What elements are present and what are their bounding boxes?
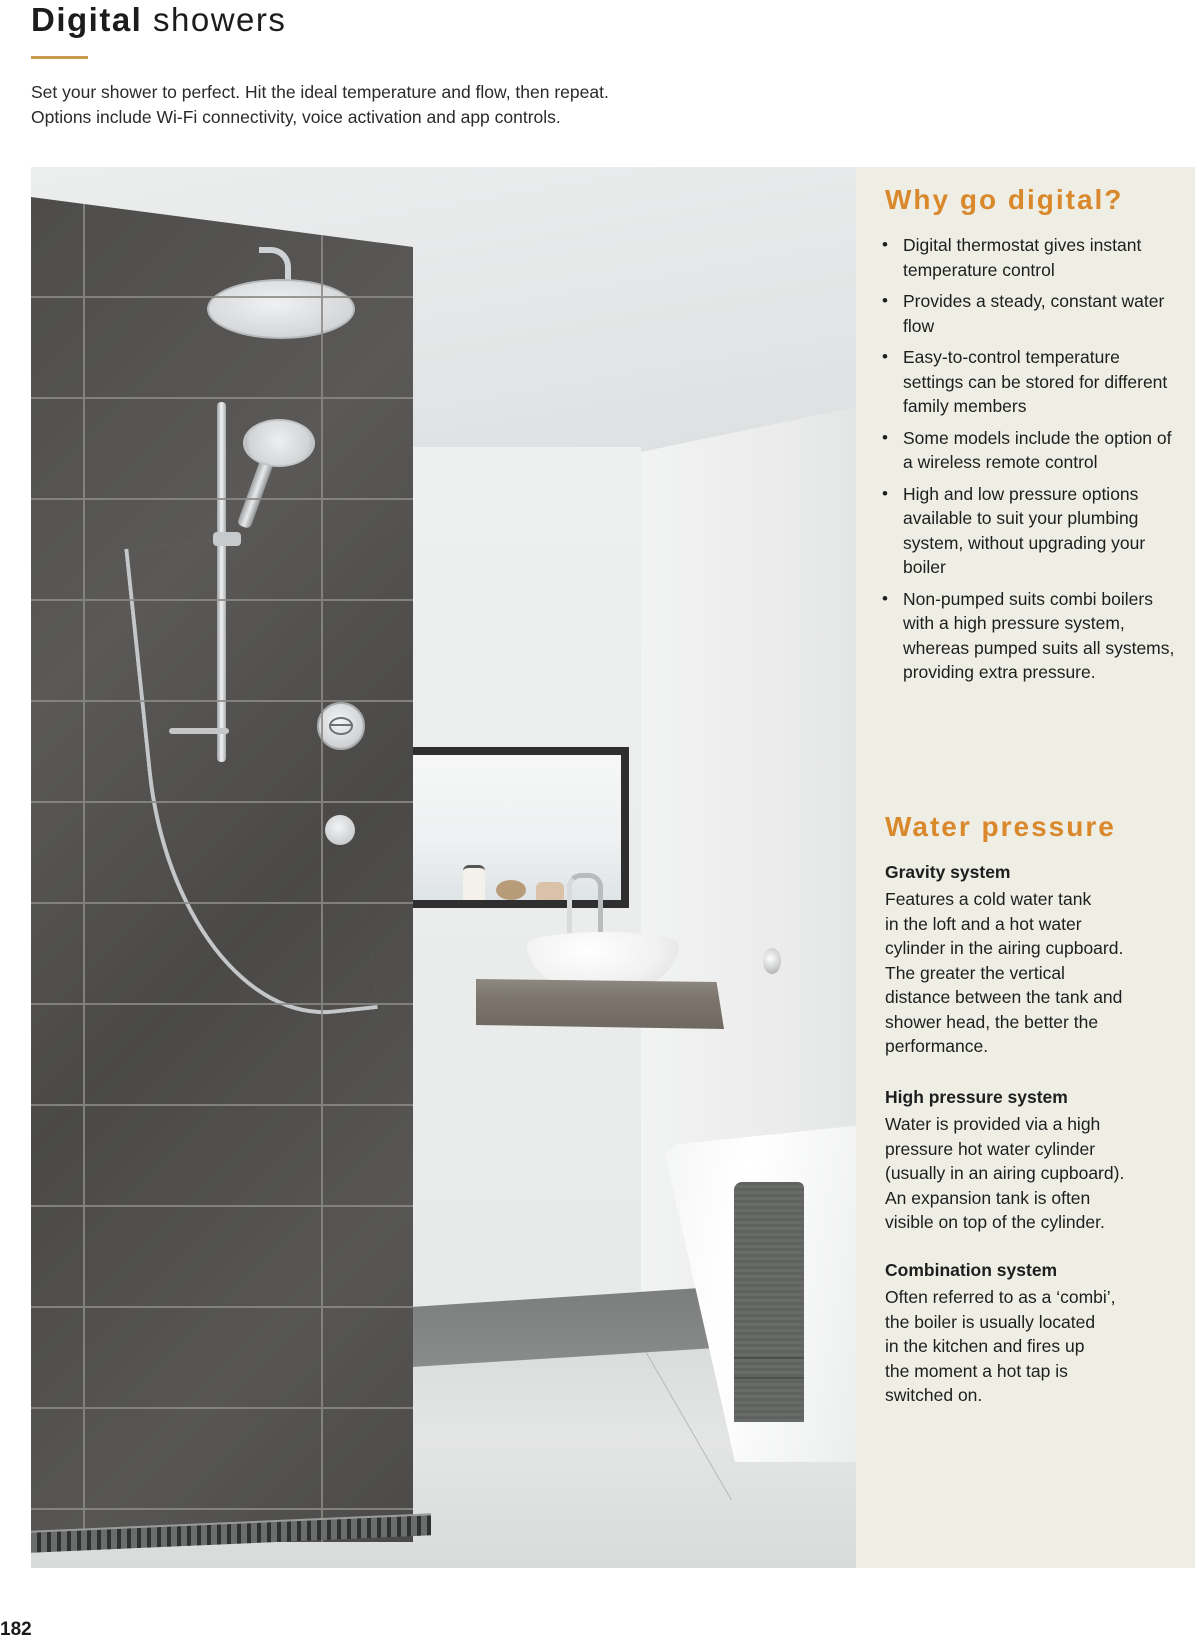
- accent-rule: [31, 56, 88, 59]
- rail-bracket: [213, 532, 241, 546]
- bathroom-photo: [31, 167, 856, 1568]
- sub-heading: Combination system: [885, 1260, 1058, 1280]
- sub-heading: Gravity system: [885, 862, 1011, 882]
- digital-control-icon: [317, 702, 365, 750]
- page-number: 182: [0, 1619, 32, 1640]
- body-line: pressure hot water cylinder: [885, 1138, 1096, 1159]
- body-line: distance between the tank and: [885, 987, 1123, 1007]
- handheld-shower-head-icon: [243, 419, 315, 467]
- brush-icon: [536, 882, 564, 900]
- flush-button-icon: [763, 948, 781, 974]
- sub-body: [885, 1112, 1185, 1235]
- body-line: performance.: [885, 1036, 989, 1056]
- shower-hose: [124, 528, 377, 1031]
- gravity-system-block: [885, 860, 1185, 1059]
- body-line: the moment a hot tap is: [885, 1360, 1068, 1381]
- list-item: • Provides a steady, constant water flow: [880, 289, 1180, 338]
- body-line: the boiler is usually located: [885, 1311, 1096, 1332]
- soap-shelf: [169, 728, 229, 734]
- handset-handle: [237, 455, 275, 529]
- riser-rail: [217, 402, 226, 762]
- towel: [734, 1182, 804, 1422]
- diverter-knob-icon: [325, 815, 355, 845]
- body-line: Water is provided via a high: [885, 1114, 1101, 1134]
- body-line: An expansion tank is often: [885, 1187, 1091, 1208]
- sub-body: [885, 887, 1185, 1059]
- why-digital-heading: Why go digital?: [885, 184, 1124, 215]
- body-line: in the kitchen and fires up: [885, 1336, 1085, 1356]
- sub-heading: High pressure system: [885, 1087, 1068, 1107]
- body-line: visible on top of the cylinder.: [885, 1212, 1105, 1232]
- combination-system-block: [885, 1258, 1185, 1408]
- why-digital-list: [880, 233, 1180, 692]
- tiled-shower-wall: [31, 197, 413, 1542]
- jar-icon: [463, 865, 485, 900]
- basin-tap: [567, 873, 603, 938]
- overhead-shower-head-icon: [207, 279, 355, 339]
- body-line: in the loft and a hot water: [885, 913, 1082, 934]
- list-item: • High and low pressure options available to suit your plumbing system, without upgrading your boiler: [880, 482, 1180, 580]
- page-title-bold: Digital: [31, 1, 143, 38]
- list-item: • Easy-to-control temperature settings can be stored for different family members: [880, 345, 1180, 419]
- intro-text: [31, 80, 609, 130]
- shower-arm: [259, 247, 291, 293]
- intro-line: Set your shower to perfect. Hit the ideal temperature and flow, then repeat.: [31, 82, 609, 102]
- body-line: Features a cold water tank: [885, 889, 1092, 909]
- high-pressure-system-block: [885, 1085, 1185, 1235]
- floating-shelf: [476, 979, 724, 1029]
- sponge-icon: [496, 880, 526, 900]
- list-item: • Non-pumped suits combi boilers with a high pressure system, whereas pumped suits all systems, providing extra pressure.: [880, 587, 1180, 685]
- body-line: (usually in an airing cupboard).: [885, 1163, 1125, 1183]
- info-panel: [856, 167, 1195, 1568]
- page-title: [31, 0, 286, 40]
- sub-body: [885, 1285, 1185, 1408]
- intro-line: Options include Wi-Fi connectivity, voice activation and app controls.: [31, 107, 561, 127]
- page-title-regular: showers: [142, 1, 287, 38]
- list-item: • Digital thermostat gives instant temperature control: [880, 233, 1180, 282]
- body-line: cylinder in the airing cupboard.: [885, 938, 1124, 958]
- water-pressure-heading: Water pressure: [885, 811, 1116, 842]
- body-line: switched on.: [885, 1385, 983, 1405]
- list-item: • Some models include the option of a wireless remote control: [880, 426, 1180, 475]
- body-line: The greater the vertical: [885, 962, 1065, 983]
- body-line: Often referred to as a ‘combi’,: [885, 1287, 1116, 1307]
- body-line: shower head, the better the: [885, 1011, 1099, 1032]
